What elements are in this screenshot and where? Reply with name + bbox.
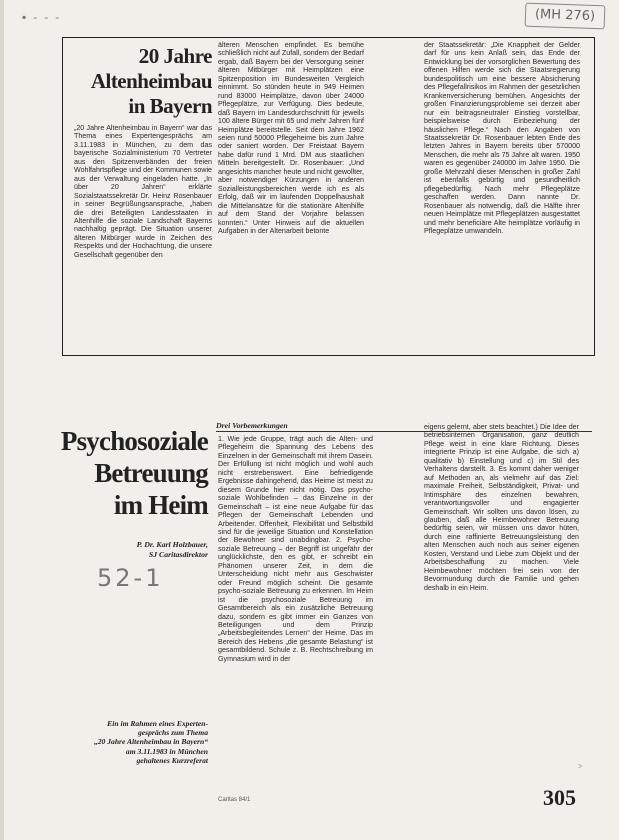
intro-line: am 3.11.1983 in München — [125, 746, 208, 756]
footer-source: Caritas 84/1 — [218, 797, 251, 803]
article2-title — [60, 425, 208, 521]
title-line: 20 Jahre — [138, 44, 212, 68]
title-line: in Bayern — [128, 94, 212, 118]
title-line: Betreuung — [94, 458, 208, 488]
title-line: Altenheimbau — [90, 69, 212, 93]
margin-mark: > — [578, 762, 583, 771]
article2-column-1: 1. Wie jede Gruppe, trägt auch die Alten- und Pflegeheim die Spannung des Lebens des Einzelnen in der Gemeinschaft mit ihrem Dasein. Der Erfüllung ist nicht möglich und wohl auch nicht erstrebenswert. Eine befriedigende Ergebnisse dahingehend, das Heime ist meist zu diesem Grunde hier nicht nötig. Das psycho-soziale Wohlbefinden – das Einzelne in der Gemeinschaft – ist eine neue Aufgabe für das Pflegen der Gemeinschaft Lebenden und Arbeitender. Offenheit, Flexibilität und Selbstbild sind für die jeweilige Situation und Konstellation der Bewohner sind unabdingbar. 2. Psycho-soziale Betreuung – der Begriff ist ungefähr der unglücklichste, den es gibt, er schreibt ein Phänomen unserer Zeit, in dem die Unterscheidung nicht mehr aus Geschwister oder Freund möglich scheint. Die gesamte psycho-soziale Betreuung zu erkennen. Im Heim ist die psychosoziale Betreuung im Gesamtbereich als ein zusätzliche Betreuung dazu, sondern es gibt immer ein Ganzes von Beteiligungen und dem Prinzip „Arbeitsbegleitendes Lernen“ der Heime. Das im Bereich des Hebens „die gesamte Belastung“ ist gesamtbildend. Schule z. B. Rechtschreibung im Gymnasium wird in der — [218, 435, 373, 663]
article1-title — [74, 44, 212, 119]
author-byline — [70, 540, 208, 559]
intro-line: gesprächs zum Thema — [137, 728, 208, 738]
handwritten-marks: ▪ - - - — [22, 10, 62, 24]
archive-stamp: (MH 276) — [525, 3, 606, 30]
intro-line: gehaltenes Kurzreferat — [136, 755, 208, 765]
page-number: 305 — [543, 785, 576, 810]
section-heading: Drei Vorbemerkungen — [216, 421, 288, 430]
article1-column-2: älteren Menschen empfindet. Es bemühe schließlich nicht auf Zufall, sondern der Bedarf ergab, daß Bayern bei der Versorgung seiner älteren Mitbürger mit Heimplätzen eine Spitzenposition im Bundesweiten Vergleich einnimmt. So stünden heute in 949 Heimen rund 83000 Heimplätze, davon über 24000 Pflegeplätze, zur Verfügung. Dies bedeute, daß Bayern im Landesdurchschnitt für jeweils 100 ältere Bürger mit 65 und mehr Jahren fünf Heimplätze bereitstelle. Seit dem Jahre 1962 seien rund 50000 Pflegeheime bis zum Jahre oder saniert worden. Der Freistaat Bayern habe dafür rund 1 Mrd. DM aus staatlichen Mitteln bereitgestellt. Dr. Rosenbauer: „Und angesichts mancher heute und nicht gewollter, aber notwendiger Kürzungen in anderen Sozialleistungsbereichen werde ich es als Erfolg, daß wir im laufenden Doppelhaushalt die Mittelansätze für die stationäre Altenhilfe auf dem Stand der Vorjahre belassen konnten.“ Unter Hinweis auf die aktuellen Aufgaben in der Altenarbeit betonte — [218, 41, 364, 235]
intro-line: „20 Jahre Altenheimbau in Bayern“ — [93, 737, 208, 747]
article2-intro — [60, 719, 208, 765]
article1-column-1: „20 Jahre Altenheimbau in Bayern“ war das Thema eines Expertengesprächs am 3.11.1983 in München, zu dem das bayerische Sozialministerium 70 Vertreter aus den Spitzenverbänden der freien Wohlfahrtspflege und der Kommunen sowie aus der Verwaltung eingeladen hatte. „In über 20 Jahren“ erklärte Sozialstaatssekretär Dr. Heinz Rosenbauer in seiner Begrüßungsansprache, „haben die drei Beteiligten Landesstaaten in Altenhilfe die soziale Landschaft Bayerns nachhaltig geprägt. Die Situation unserer älteren Mitbürger wurde in Zeichen des Respekts und der Hochachtung, die unsere Gesellschaft gegenüber den — [74, 124, 212, 259]
author-role: SJ Caritasdirektor — [148, 549, 208, 559]
author-name: P. Dr. Karl Holzbauer, — [136, 540, 208, 549]
title-line: Psychosoziale — [60, 426, 208, 456]
article1-column-3: der Staatssekretär: „Die Knappheit der Gelder darf für uns kein Anlaß sein, das Ende der Entwicklung bei der vorsorglichen Bewertung des offenen Hilfen werde sich die Staatsregierung bundespolitisch um eine bessere Absicherung des Pflegefallrisikos im Rahmen der gesetzlichen Krankenversicherung bemühen. Angesichts der großen Finanzierungsprobleme sei derzeit aber nur ein beitragsneutraler Einstieg vorstellbar, beispielsweise durch Einbeziehung der häuslichen Pflege.“ Nach den Angaben von Staatssekretär Dr. Rosenbauer lebten Ende des letzten Jahres in Bayern bereits über 570000 Menschen, die mehr als 75 Jahre alt waren. 1950 waren es gegenüber 240000 im Jahre 1950. Die große Mehrzahl dieser Menschen in großer Zahl ist ebenfalls gebürtig und gesundheitlich pflegebedürftig. Nach mehr Pflegeplätze geschaffen werden. Dann nannte Dr. Rosenbauer als notwendig, daß die Hälfte ihrer neuen Heimplätze mit Pflegeplätzen ausgestattet und mehr beneficiäre Alte heimplätze vorläufig in Pflegeplätze umwandeln. — [424, 41, 580, 235]
scan-edge — [0, 0, 4, 840]
article2-column-2: eigens gelernt, aber stets beachtet.) Die Idee der betriebsinternen Organisation, ganz deutlich Pflege weist in eine klare Richtung. Dieses integrierte Prinzip ist eine Aufgabe, die sich a) qualitativ b) Einstellung und c) im Stil des Verhaltens darstellt. 3. Es kommt daher weniger auf Methoden an, als vielmehr auf das Ziel: maximale Freiheit, Selbständigkeit, Privat- und Intimsphäre des einzelnen bewahren, verantwortungsvoller und engagierter Gemeinschaft. Wir sollten uns davon lösen, zu glauben, daß alle Heimbewohner Betreuung bedürftig seien, wir müssen uns davor hüten, durch eine raffinierte Betreuungsleistung den alten Menschen auch noch aus seiner eigenen Kosten, Verstand und Liebe zum Objekt und der Arbeitsbeschaffung zu machen. Viele Heimbewohner möchten frei sein von der Bevormundung durch die Familie und gehen deshalb in ein Heim. — [424, 423, 579, 592]
handwritten-number: 52-1 — [97, 564, 164, 592]
title-line: im Heim — [113, 490, 208, 520]
intro-line: Ein im Rahmen eines Experten- — [107, 719, 208, 728]
